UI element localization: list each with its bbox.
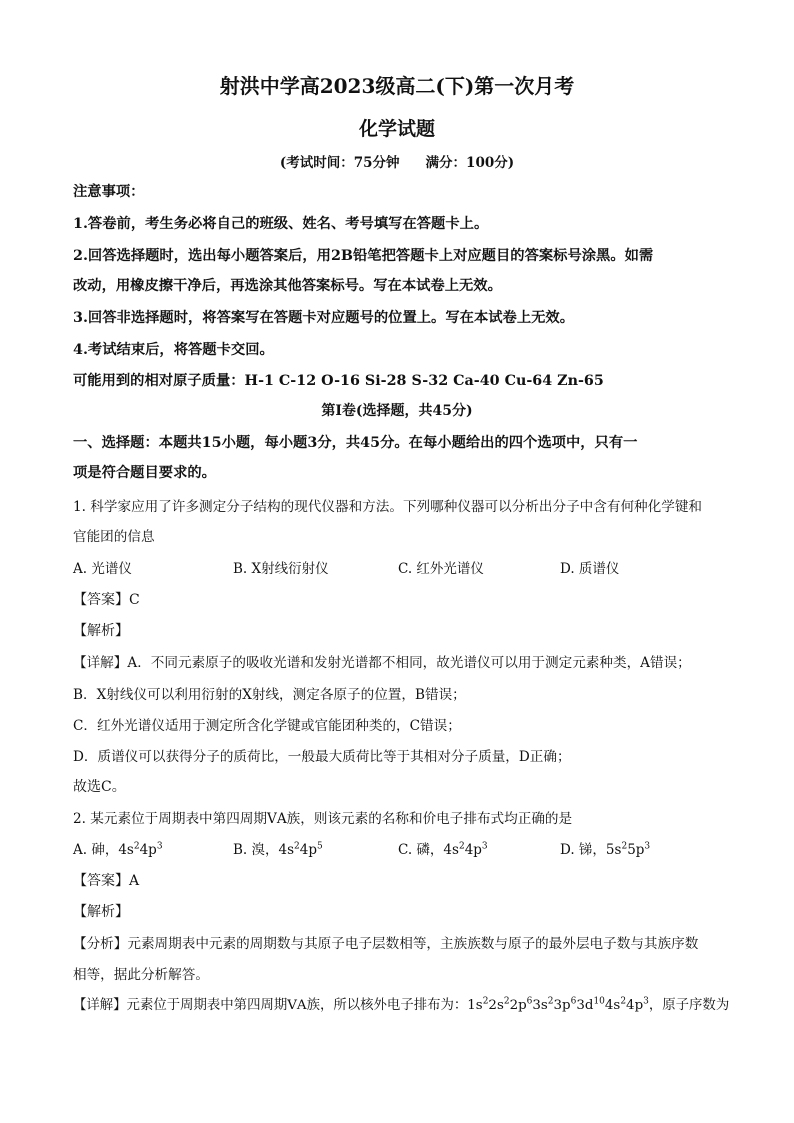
q1-detail-d: D．质谱仪可以获得分子的质荷比，一般最大质荷比等于其相对分子质量，D正确；	[73, 749, 571, 765]
q2-answer: 【答案】A	[73, 873, 140, 889]
exam-score: 满分：100分)	[425, 155, 515, 171]
q1-analysis: 【解析】	[73, 623, 129, 639]
q2-detail: 【详解】元素位于周期表中第四周期ⅤA族，所以核外电子排布为：$1s^22s^22p^63s^23p^63d^{10}4s^24p^3$，原子序数为	[73, 996, 730, 1013]
q2-option-b: B. 溴，$4s^24p^5$	[233, 841, 323, 858]
q1-option-c: C. 红外光谱仪	[398, 561, 484, 577]
exam-title: 射洪中学高2023级高二(下)第一次月考	[219, 74, 575, 98]
exam-time: (考试时间：75分钟	[279, 155, 400, 171]
atomic-mass-line: 可能用到的相对原子质量：H-1 C-12 O-16 Si-28 S-32 Ca-40 Cu-64 Zn-65	[73, 373, 604, 389]
q2-option-d: D. 锑，$5s^25p^3$	[560, 841, 651, 858]
notice-item-4: 4.考试结束后，将答题卡交回。	[73, 342, 274, 358]
notice-item-1: 1.答卷前，考生务必将自己的班级、姓名、考号填写在答题卡上。	[73, 216, 489, 232]
q1-detail-b: B．X射线仪可以利用衍射的X射线，测定各原子的位置，B错误；	[73, 687, 466, 703]
section-title: 第Ⅰ卷(选择题，共45分)	[321, 403, 473, 419]
exam-info	[0, 151, 794, 171]
electron-configuration: $1s^22s^22p^63s^23p^63d^{10}4s^24p^3$	[467, 996, 649, 1013]
q1-conclusion: 故选C。	[73, 779, 126, 795]
section-desc-line-1: 一、选择题：本题共15小题，每小题3分，共45分。在每小题给出的四个选项中，只有一	[73, 435, 638, 451]
q2-option-a: A. 砷，$4s^24p^3$	[73, 841, 163, 858]
q2-stem: 2. 某元素位于周期表中第四周期ⅤA族，则该元素的名称和价电子排布式均正确的是	[73, 811, 573, 827]
q2-option-c: C. 磷，$4s^24p^3$	[398, 841, 488, 858]
q1-detail-c: C．红外光谱仪适用于测定所含化学键或官能团种类的，C错误；	[73, 718, 461, 734]
q2-fenxi-line-1: 【分析】元素周期表中元素的周期数与其原子电子层数相等，主族族数与原子的最外层电子数与其族序数	[73, 936, 699, 952]
notice-heading: 注意事项：	[73, 184, 145, 200]
q1-option-a: A. 光谱仪	[73, 561, 132, 577]
section-desc-line-2: 项是符合题目要求的。	[73, 465, 216, 481]
q2-analysis: 【解析】	[73, 904, 129, 920]
q1-stem-line-2: 官能团的信息	[73, 529, 155, 545]
q1-option-b: B. X射线衍射仪	[233, 561, 329, 577]
q2-fenxi-line-2: 相等，据此分析解答。	[73, 967, 209, 983]
subject-title: 化学试题	[358, 118, 435, 140]
q1-option-d: D. 质谱仪	[560, 561, 620, 577]
q1-answer: 【答案】C	[73, 592, 140, 608]
q1-stem-line-1: 1. 科学家应用了许多测定分子结构的现代仪器和方法。下列哪种仪器可以分析出分子中含有何种化学键和	[73, 499, 703, 515]
notice-item-2-line-2: 改动，用橡皮擦干净后，再选涂其他答案标号。写在本试卷上无效。	[73, 278, 502, 294]
notice-item-2-line-1: 2.回答选择题时，选出每小题答案后，用2B铅笔把答题卡上对应题目的答案标号涂黑。如需	[73, 248, 654, 264]
q1-detail-a: 【详解】A．不同元素原子的吸收光谱和发射光谱都不相同，故光谱仪可以用于测定元素种类，A错误；	[73, 655, 691, 671]
notice-item-3: 3.回答非选择题时，将答案写在答题卡对应题号的位置上。写在本试卷上无效。	[73, 310, 575, 326]
